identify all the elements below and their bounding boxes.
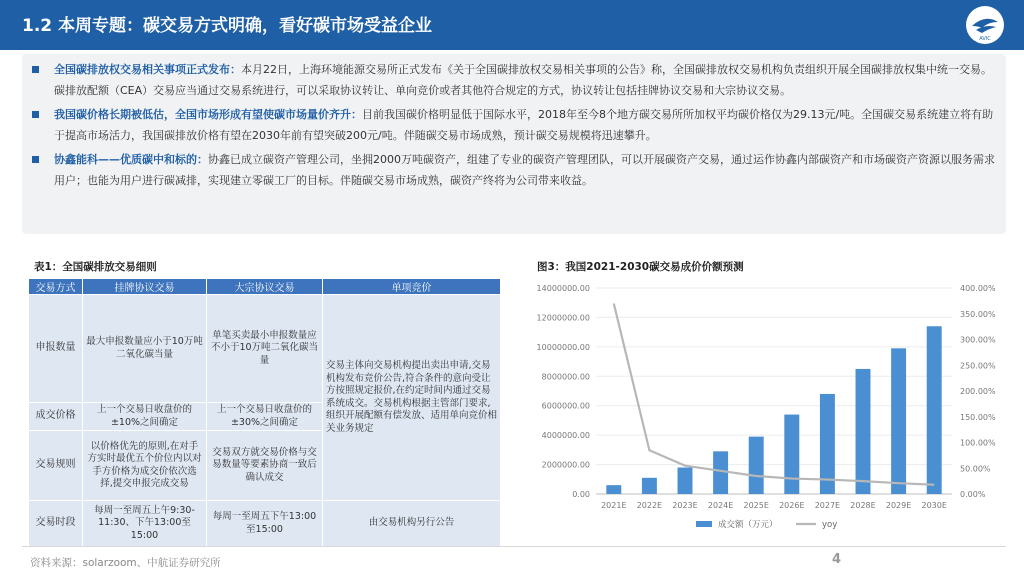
table-cell: 以价格优先的原则,在对手方实时最优五个价位内以对手方价格为成交价依次选择,提交申报完成交易: [83, 431, 207, 501]
row-label: 交易时段: [29, 501, 83, 547]
table-header-row: [29, 279, 501, 295]
row-label: 成交价格: [29, 403, 83, 431]
source-note: 资料来源：solarzoom、中航证券研究所: [30, 557, 221, 569]
x-axis-tick-label: 2024E: [707, 501, 734, 510]
x-axis-tick-label: 2021E: [601, 501, 627, 510]
chart-title: 图3：我国2021-2030碳交易成价价额预测: [537, 261, 744, 273]
trading-rules-table: [28, 278, 501, 547]
table-row: [29, 295, 501, 403]
left-axis-tick-label: 6000000.00: [541, 401, 590, 411]
summary-box: [22, 54, 1006, 234]
bar: [606, 485, 621, 494]
svg-text:AVIC: AVIC: [979, 36, 991, 42]
bar: [678, 468, 693, 494]
left-axis-tick-label: 12000000.00: [536, 313, 590, 323]
bar: [749, 437, 764, 494]
table-header-cell: 交易方式: [29, 279, 83, 295]
legend-label-line: yoy: [822, 520, 838, 530]
legend-swatch-bar: [696, 521, 712, 527]
x-axis-tick-label: 2026E: [779, 501, 805, 510]
x-axis-tick-label: 2029E: [885, 501, 912, 510]
bullet-text: 协鑫已成立碳资产管理公司，坐拥2000万吨碳资产，组建了专业的碳资产管理团队，可以开展碳资产交易，通过运作协鑫内部碳资产和市场碳资产资源以服务需求用户；也能为用户进行碳减排，实现建立零碳工厂的目标。伴随碳交易市场成熟，碳资产终将为公司带来收益。: [54, 153, 995, 187]
trading-volume-chart: [520, 276, 1000, 538]
bar: [856, 369, 871, 494]
table-cell: 最大申报数量应小于10万吨二氧化碳当量: [83, 295, 207, 403]
bar: [784, 415, 799, 494]
right-axis-tick-label: 50.00%: [960, 464, 991, 474]
right-axis-tick-label: 100.00%: [960, 438, 996, 448]
bullet-highlight: 我国碳价格长期被低估，全国市场形成有望使碳市场量价齐升：: [54, 108, 362, 121]
left-axis-tick-label: 4000000.00: [541, 431, 590, 441]
right-axis-tick-label: 350.00%: [960, 309, 996, 319]
table-cell: 交易双方就交易价格与交易数量等要素协商一致后确认成交: [207, 431, 323, 501]
avic-logo-icon: [964, 4, 1006, 46]
footer-divider: [22, 546, 1006, 547]
table-cell: 每周一至周五下午13:00至15:00: [207, 501, 323, 547]
table-cell: 由交易机构另行公告: [323, 501, 501, 547]
x-axis-tick-label: 2028E: [850, 501, 876, 510]
left-axis-tick-label: 2000000.00: [541, 460, 590, 470]
legend-label-bar: 成交额（万元）: [718, 520, 778, 530]
left-axis-tick-label: 14000000.00: [536, 284, 590, 293]
summary-bullet-1: [32, 59, 996, 101]
table-cell: 单笔买卖最小申报数量应不小于10万吨二氧化碳当量: [207, 295, 323, 403]
table-row: [29, 501, 501, 547]
table-header-cell: 挂牌协议交易: [83, 279, 207, 295]
x-axis-tick-label: 2023E: [672, 501, 698, 510]
right-axis-tick-label: 400.00%: [960, 284, 996, 293]
x-axis-tick-label: 2030E: [921, 501, 947, 510]
left-axis-tick-label: 10000000.00: [536, 342, 590, 352]
summary-bullet-3: [32, 149, 996, 191]
bar: [927, 326, 942, 494]
left-axis-tick-label: 0.00: [572, 490, 590, 499]
summary-bullet-2: [32, 104, 996, 146]
x-axis-tick-label: 2025E: [743, 501, 769, 510]
bullet-square-icon: [32, 156, 39, 163]
row-label: 交易规则: [29, 431, 83, 501]
left-axis-tick-label: 8000000.00: [541, 372, 590, 382]
bar: [642, 478, 657, 494]
bullet-highlight: 协鑫能科——优质碳中和标的：: [54, 153, 208, 166]
bullet-square-icon: [32, 66, 39, 73]
x-axis-tick-label: 2027E: [814, 501, 841, 510]
page-title: 1.2 本周专题：碳交易方式明确，看好碳市场受益企业: [22, 16, 433, 36]
bullet-square-icon: [32, 111, 39, 118]
bullet-highlight: 全国碳排放权交易相关事项正式发布：: [54, 63, 241, 76]
right-axis-tick-label: 250.00%: [960, 361, 996, 371]
page-header: [0, 0, 1024, 50]
right-axis-tick-label: 150.00%: [960, 412, 996, 422]
row-label: 申报数量: [29, 295, 83, 403]
bar: [891, 348, 906, 494]
table-cell: 每周一至周五上午9:30-11:30、下午13:00至15:00: [83, 501, 207, 547]
bullet-text: 目前我国碳价格明显低于国际水平，2018年至今8个地方碳交易所所加权平均碳价格仅为29.13元/吨。全国碳交易系统建立将有助于提高市场活力，我国碳排放价格有望在2030年前有望突破200元/吨。伴随碳交易市场成熟，预计碳交易规模将迅速攀升。: [54, 108, 994, 142]
table-cell: 上一个交易日收盘价的±10%之间确定: [83, 403, 207, 431]
yoy-line: [614, 303, 934, 484]
bullet-text: 本月22日，上海环境能源交易所正式发布《关于全国碳排放权交易相关事项的公告》称，全国碳排放权交易机构负责组织开展全国碳排放权集中统一交易。碳排放配额（CEA）交易应当通过交易系统进行，可以采取协议转让、单向竞价或者其他符合规定的方式，协议转让包括挂牌协议交易和大宗协议交易。: [54, 63, 992, 97]
x-axis-tick-label: 2022E: [636, 501, 663, 510]
table-cell: 上一个交易日收盘价的±30%之间确定: [207, 403, 323, 431]
table-header-cell: 大宗协议交易: [207, 279, 323, 295]
page-number: 4: [832, 552, 842, 567]
right-axis-tick-label: 0.00%: [960, 490, 986, 499]
auction-description-cell: 交易主体向交易机构提出卖出申请,交易机构发布竞价公告,符合条件的意向受让方按照规定报价,在约定时间内通过交易系统成交。交易机构根据主管部门要求,组织开展配额有偿发放、适用单向竞价相关业务规定: [323, 295, 501, 501]
right-axis-tick-label: 300.00%: [960, 335, 996, 345]
table-header-cell: 单项竞价: [323, 279, 501, 295]
right-axis-tick-label: 200.00%: [960, 387, 996, 396]
table-title: 表1：全国碳排放交易细则: [34, 261, 157, 273]
